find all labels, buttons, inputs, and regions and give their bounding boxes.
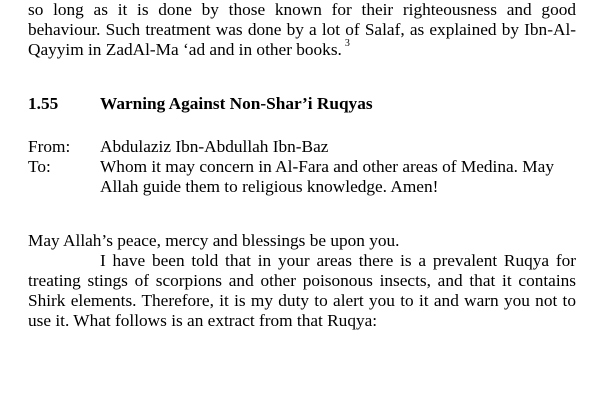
section-number: 1.55 — [28, 94, 59, 113]
memo-from-label: From: — [28, 137, 71, 156]
body-paragraph: I have been told that in your areas there is a prevalent Ruqya for treating stings of scorpions and other poisonous insects, and that it contains Shirk elements. Therefore, it is my duty to alert you to it and warn you not to use it. What follows is an extract from that Ruqya: — [28, 251, 576, 330]
memo-to-value: Whom it may concern in Al-Fara and other areas of Medina. May Allah guide them to religious knowledge. Amen! — [100, 157, 554, 196]
section-heading — [28, 94, 576, 114]
memo-to-row — [28, 157, 576, 197]
section-title: Warning Against Non-Shar’i Ruqyas — [100, 94, 373, 113]
intro-paragraph — [28, 0, 576, 60]
intro-text: so long as it is done by those known for their righteousness and good behaviour. Such treatment was done by a lot of Salaf, as explained by Ibn-Al-Qayyim in ZadAl-Ma ‘ad and in other books. — [28, 0, 576, 59]
greeting-line: May Allah’s peace, mercy and blessings be upon you. — [28, 231, 400, 250]
footnote-marker[interactable]: 3 — [344, 38, 350, 49]
memo-block — [28, 137, 576, 197]
memo-from-value: Abdulaziz Ibn-Abdullah Ibn-Baz — [100, 137, 329, 156]
memo-to-label: To: — [28, 157, 51, 176]
memo-from-row — [28, 137, 576, 157]
